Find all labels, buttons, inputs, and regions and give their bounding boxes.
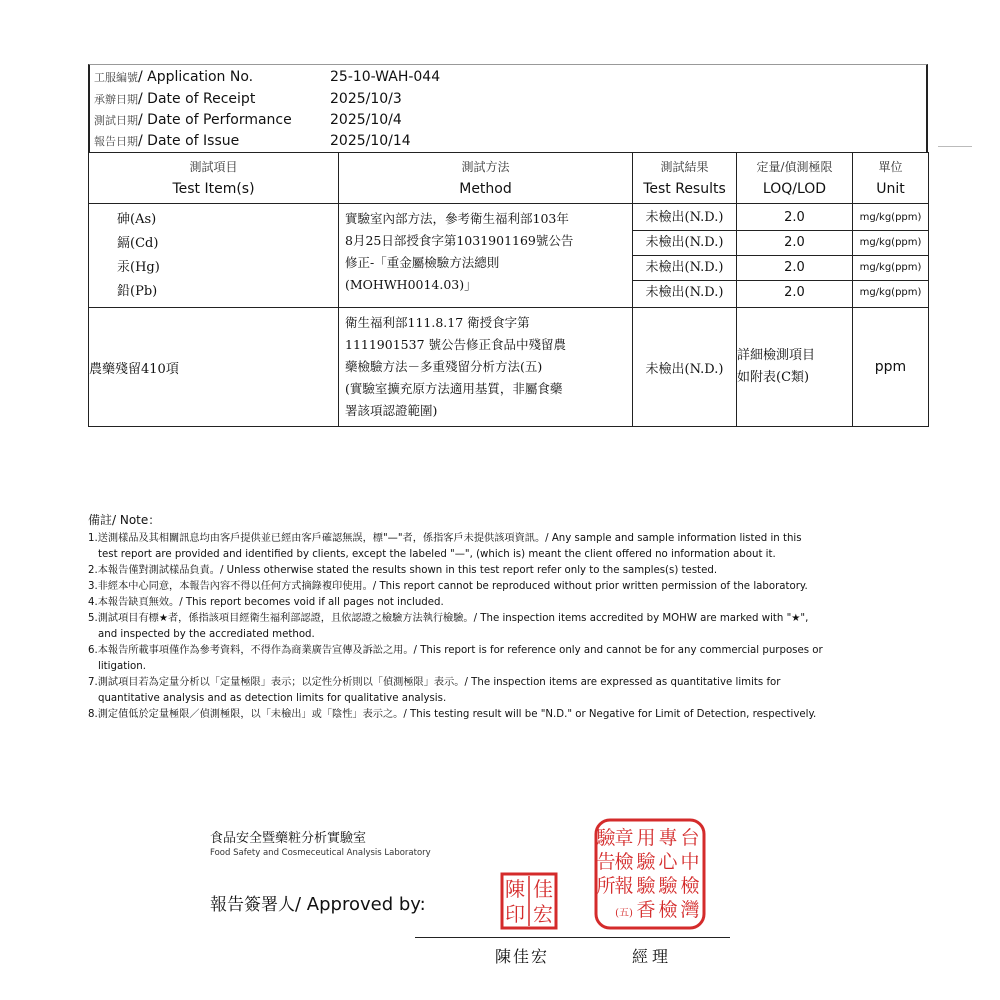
seal-large-glyph: 驗 (596, 827, 616, 849)
note-item: 3.非經本中心同意，本報告內容不得以任何方式摘錄複印使用。/ This report cannot be reproduced without prior written permission of the laboratory. (88, 581, 808, 592)
signer-title: 經理 (632, 947, 673, 966)
approved-by-label: 報告簽署人/ Approved by: (210, 894, 426, 915)
metal-item: 鉛(Pb) (117, 283, 158, 299)
test-results-table (88, 152, 929, 427)
seal-large-glyph: 驗 (658, 875, 678, 897)
table-row-pesticides (89, 308, 929, 427)
seal-large-glyph: 檢 (680, 875, 700, 897)
date-of-receipt-row (94, 89, 402, 109)
seal-small-glyph: 佳 (533, 877, 553, 901)
metals-items-cell (89, 204, 339, 308)
seal-small-glyph: 宏 (533, 902, 553, 926)
pesticide-item: 農藥殘留410項 (89, 308, 339, 427)
date-of-issue-label-en: / Date of Issue (138, 133, 240, 149)
seal-large-glyph: 告 (596, 851, 616, 873)
metal-item: 汞(Hg) (117, 259, 160, 275)
col-header-unit: 單位 Unit (853, 153, 929, 204)
application-no-label-en: / Application No. (138, 69, 254, 85)
metal-item: 鎘(Cd) (117, 235, 159, 251)
metal-item: 砷(As) (117, 211, 157, 227)
personal-seal-icon (500, 872, 558, 930)
metal-unit: mg/kg(ppm) (853, 231, 928, 256)
seal-small-glyph: 陳 (505, 877, 525, 901)
metal-loq: 2.0 (784, 285, 805, 300)
date-of-receipt-value: 2025/10/3 (330, 91, 402, 107)
metals-loq-cell (737, 204, 853, 308)
date-of-performance-value: 2025/10/4 (330, 112, 402, 128)
application-no-value: 25-10-WAH-044 (330, 69, 441, 85)
seal-large-glyph: 中 (680, 851, 700, 873)
note-item: 5.測試項目有標★者，係指該項目經衛生福利部認證，且依認證之檢驗方法執行檢驗。/ The inspection items accredited by MOHW are marked with "★", and inspected by the accrediated method. (88, 613, 809, 640)
seal-large-glyph: 驗 (636, 851, 656, 873)
notes-list (88, 531, 936, 723)
metal-unit: mg/kg(ppm) (859, 287, 922, 298)
metal-result: 未檢出(N.D.) (633, 206, 736, 231)
table-row-heavy-metals (89, 204, 929, 308)
seal-large-glyph: 香 (636, 899, 656, 921)
signer-name: 陳佳宏 (495, 947, 550, 966)
metal-result: 未檢出(N.D.) (633, 256, 736, 281)
seal-large-glyph: 灣 (680, 899, 700, 921)
metal-loq: 2.0 (737, 206, 852, 231)
date-of-performance-label-en: / Date of Performance (138, 112, 292, 128)
col-header-result: 測試結果 Test Results (633, 153, 737, 204)
date-of-receipt-label-en: / Date of Receipt (138, 91, 256, 107)
seal-large-glyph: (五) (615, 908, 633, 919)
metals-results-cell (633, 204, 737, 308)
seal-large-glyph: 檢 (658, 899, 678, 921)
date-of-issue-value: 2025/10/14 (330, 133, 411, 149)
date-of-performance-label-zh: 測試日期 (94, 114, 138, 127)
official-seal-icon (594, 818, 706, 930)
pesticide-method-cell (339, 308, 633, 427)
seal-small-glyph: 印 (505, 902, 525, 926)
note-item: 2.本報告僅對測試樣品負責。/ Unless otherwise stated the results shown in this test report refer only to the samples(s) tested. (88, 565, 718, 576)
col-header-loq: 定量/偵測極限 LOQ/LOD (737, 153, 853, 204)
metal-result: 未檢出(N.D.) (633, 231, 736, 256)
metal-loq: 2.0 (737, 231, 852, 256)
seal-large-glyph: 章 (614, 827, 634, 849)
application-no-label-zh: 工服編號 (94, 71, 138, 84)
date-of-receipt-label-zh: 承辦日期 (94, 93, 138, 106)
seal-large-glyph: 報 (614, 875, 634, 897)
note-item: 4.本報告缺頁無效。/ This report becomes void if all pages not included. (88, 597, 444, 608)
note-item: 6.本報告所載事項僅作為參考資料，不得作為商業廣告宣傳及訴訟之用。/ This report is for reference only and cannot be for any commercial purposes or litigation. (88, 645, 823, 672)
date-of-issue-label-zh: 報告日期 (94, 135, 138, 148)
col-header-method: 測試方法 Method (339, 153, 633, 204)
metal-loq: 2.0 (737, 256, 852, 281)
signature-line (415, 937, 730, 938)
seal-large-glyph: 檢 (614, 851, 634, 873)
note-item: 1.送測樣品及其相關訊息均由客戶提供並已經由客戶確認無誤，標"—"者，係指客戶未提供該項資訊。/ Any sample and sample information listed in this test report are provided and identified by clients, except the labeled "—", (which is) meant the client offered no information about it. (88, 533, 802, 560)
lab-name-en: Food Safety and Cosmeceutical Analysis Laboratory (210, 848, 431, 858)
pesticide-result: 未檢出(N.D.) (633, 308, 737, 427)
pesticide-method-text: 衛生福利部111.8.17 衛授食字第 1111901537 號公告修正食品中殘留農 藥檢驗方法－多重殘留分析方法(五) (實驗室擴充原方法適用基質，非屬食藥 署該項認證範圍) (345, 315, 567, 418)
seal-large-glyph: 專 (658, 827, 678, 849)
note-item: 7.測試項目若為定量分析以「定量極限」表示；以定性分析則以「偵測極限」表示。/ The inspection items are expressed as quantitative limits for quantitative analysis and as detection limits for qualitative analysis. (88, 677, 781, 704)
metals-method-text: 實驗室內部方法，參考衛生福利部103年 8月25日部授食字第1031901169號公告 修正-「重金屬檢驗方法總則 (MOHWH0014.03)」 (345, 211, 574, 292)
metals-method-cell (339, 204, 633, 308)
seal-large-glyph: 驗 (636, 875, 656, 897)
col-header-test-item: 測試項目 Test Item(s) (89, 153, 339, 204)
table-header-row (89, 153, 929, 204)
seal-large-glyph: 心 (658, 851, 678, 873)
metal-unit: mg/kg(ppm) (853, 206, 928, 231)
header-side-rule (938, 146, 972, 147)
date-of-issue-row (94, 131, 411, 151)
metals-unit-cell (853, 204, 929, 308)
application-no-row (94, 67, 440, 87)
seal-large-glyph: 所 (596, 875, 616, 897)
note-item: 8.測定值低於定量極限／偵測極限，以「未檢出」或「陰性」表示之。/ This testing result will be "N.D." or Negative for Limit of Detection, respectively. (88, 709, 817, 720)
seal-large-glyph: 台 (680, 827, 700, 849)
metal-result: 未檢出(N.D.) (645, 285, 724, 300)
lab-name-zh: 食品安全暨藥粧分析實驗室 (210, 831, 367, 846)
notes-heading: 備註/ Note： (88, 513, 161, 527)
metal-unit: mg/kg(ppm) (853, 256, 928, 281)
pesticide-unit: ppm (853, 308, 929, 427)
date-of-performance-row (94, 110, 402, 130)
seal-large-glyph: 用 (636, 827, 656, 849)
pesticide-loq: 詳細檢測項目 如附表(C類) (737, 308, 853, 427)
report-header (88, 64, 928, 152)
